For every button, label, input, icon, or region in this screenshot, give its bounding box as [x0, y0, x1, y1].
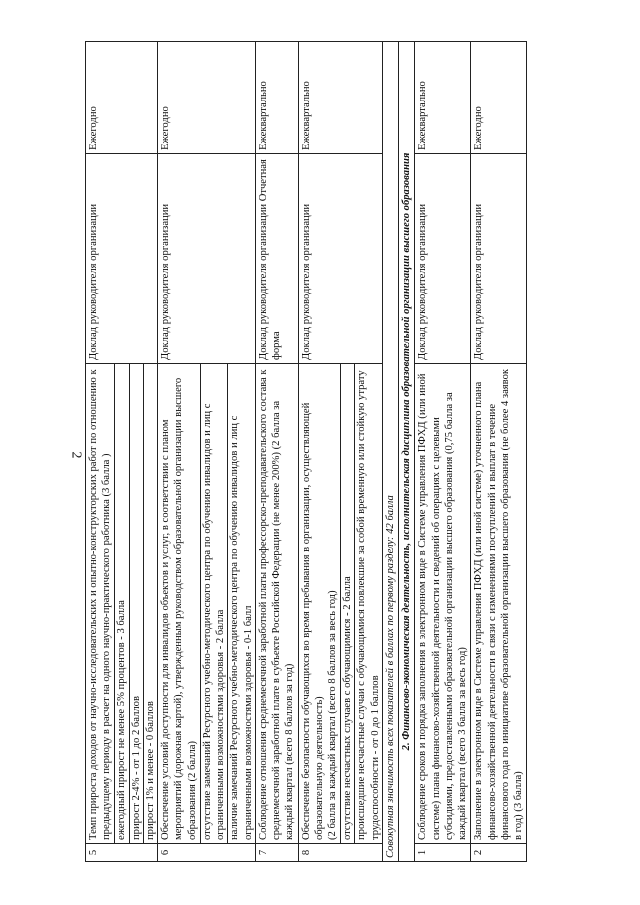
table-row [298, 42, 341, 862]
indicator-line: Обеспечение безопасности обучающихся во время пребывания в организации, осуществляющей образовательную деятельность) [300, 402, 325, 840]
criterion-text: ежегодный прирост не менее 5% процентов - 3 балла [115, 364, 129, 844]
indicator-text: Обеспечение условий доступности для инвалидов объектов и услуг, в соответствии с планом мероприятий (дорожная картой), утвержденным руководством образовательной организации высшего образования (2 балла) [158, 364, 201, 844]
indicator-text: Темп прироста доходов от научно-исследовательских и опытно-конструкторских работ по отношению к предыдущему периоду в расчет на одного научно-практического работника (3 балла ) [86, 364, 115, 844]
table-row [158, 42, 201, 862]
source-cell: Доклад руководителя организации [471, 154, 527, 364]
source-cell: Доклад руководителя организации [298, 154, 382, 364]
total-text: Совокупная значимость всех показателей в баллах по первому разделу: 42 балла [382, 42, 398, 862]
indicator-text: Соблюдение сроков и порядка заполнения в электронном виде в Системе управления ПФХД (или иной системе) плана финансово-хозяйственной деятельности и сведений об операциях с целевыми субсидиями, предоставленными образовательной организации высшего образования (0,75 балла за каждый квартал (всего 3 балла за весь год) [415, 364, 471, 844]
period-cell: Ежегодно [471, 42, 527, 154]
section-title: 2. Финансово-экономическая деятельность, исполнительская дисциплина образовательной организации высшего образования [399, 42, 415, 862]
row-number: 8 [298, 844, 382, 862]
indicator-text [298, 364, 341, 844]
total-row [382, 42, 398, 862]
criterion-text: отсутствие замечаний Ресурсного учебно-методического центра по обучению инвалидов и лиц с ограниченными возможностями здоровья - 2 балла [200, 364, 227, 844]
indicators-table [85, 41, 527, 862]
row-number: 5 [86, 844, 158, 862]
section-heading-row [399, 42, 415, 862]
source-cell: Доклад руководителя организации [158, 154, 256, 364]
row-number: 1 [415, 844, 471, 862]
period-cell: Ежеквартально [255, 42, 298, 154]
source-cell: Доклад руководителя организации Отчетная форма [255, 154, 298, 364]
criterion-text: прирост 2-4% - от 1 до 2 баллов [129, 364, 143, 844]
rotated-page [85, 42, 565, 862]
criterion-text: происшедшие несчастные случаи с обучающимися повлекшие за собой временную или стойкую утрату трудоспособности - от 0 до 1 баллов [355, 364, 382, 844]
table-row [415, 42, 471, 862]
source-cell: Доклад руководителя организации [86, 154, 158, 364]
row-number: 7 [255, 844, 298, 862]
criterion-text: наличие замечаний Ресурсного учебно-методического центра по обучению инвалидов и лиц с ограниченными возможностями здоровья - 0-1 балл [228, 364, 255, 844]
indicator-text: Заполнение в электронном виде в Системе управления ПФХД (или иной системе) уточненного плана финансово-хозяйственной деятельности в связи с изменениями поступлений и выплат в течение финансового года по инициативе образовательной организации высшего образования (не более 4 заявок в год) (3 балла) [471, 364, 527, 844]
row-number: 6 [158, 844, 256, 862]
row-number: 2 [471, 844, 527, 862]
period-cell: Ежеквартально [415, 42, 471, 154]
indicator-text: Соблюдение отношения среднемесячной заработной платы профессорско-преподавательского состава к среднемесячной заработной плате в субъекте Российской Федерации (не менее 200%) (2 балла за каждый квартал (всего 8 баллов за год) [255, 364, 298, 844]
period-cell: Ежегодно [86, 42, 158, 154]
table-row [86, 42, 115, 862]
period-cell: Ежегодно [158, 42, 256, 154]
criterion-text: прирост 1% и менее - 0 баллов [143, 364, 157, 844]
period-cell: Ежеквартально [298, 42, 382, 154]
page-number: 2 [68, 451, 84, 459]
table-row [471, 42, 527, 862]
source-cell: Доклад руководителя организации [415, 154, 471, 364]
table-row [255, 42, 298, 862]
indicator-line: (2 балла за каждый квартал (всего 8 баллов за весь год) [326, 590, 338, 840]
criterion-text: отсутствие несчастных случаев с обучающимися - 2 балла [341, 364, 355, 844]
